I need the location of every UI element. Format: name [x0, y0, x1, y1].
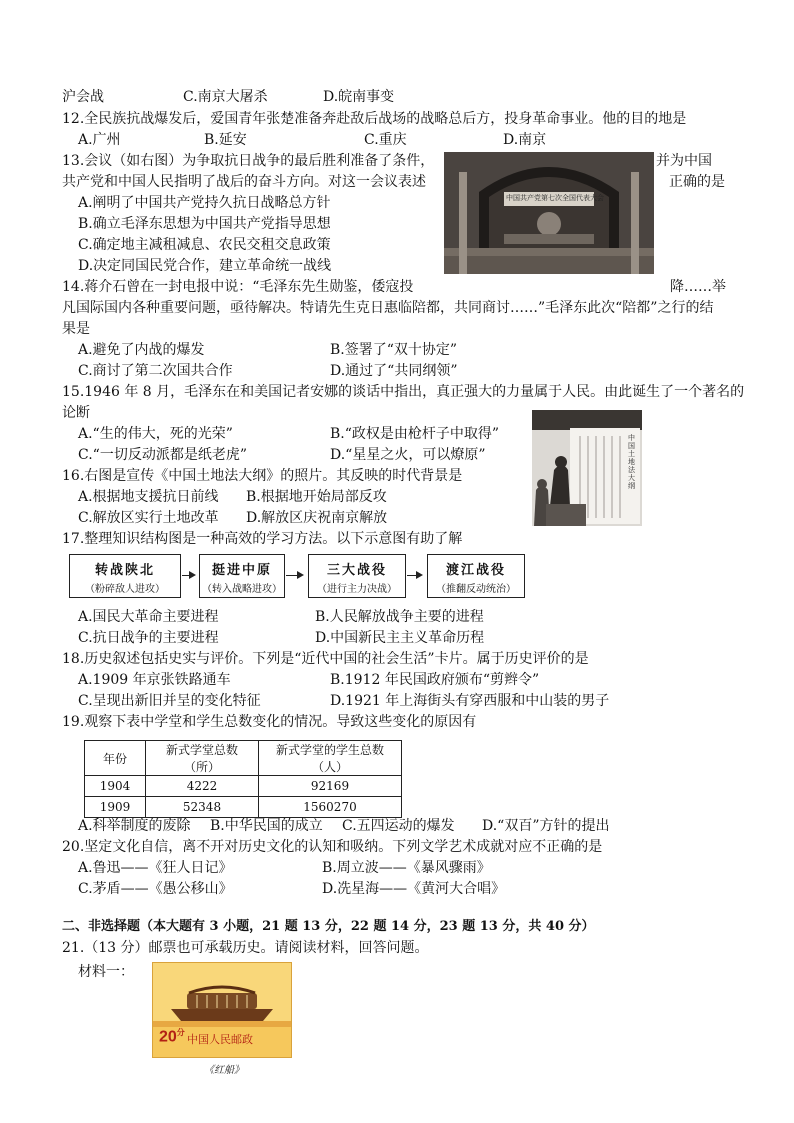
q15-option-b: B.“政权是由枪杆子中取得” [330, 426, 500, 442]
table-header-schools: 新式学堂总数（所） [146, 741, 259, 776]
q21-material-label: 材料一： [78, 964, 134, 980]
q14-option-b: B.签署了“双十协定” [330, 342, 458, 358]
q17-option-a: A.国民大革命主要进程 [78, 609, 219, 625]
q13-stem-line2-end: 正确的是 [669, 174, 725, 190]
flow-arrow-3 [407, 575, 421, 576]
flow-step-4-sub: （推翻反动统治） [436, 584, 516, 595]
q13-option-b: B.确立毛泽东思想为中国共产党指导思想 [78, 216, 331, 232]
q21-stem: 21.（13 分）邮票也可承载历史。请阅读材料，回答问题。 [62, 940, 429, 956]
flow-step-2-title: 挺进中原 [211, 563, 272, 578]
q14-stem-line2: 凡国际国内各种重要问题，亟待解决。特请先生克日惠临陪都，共同商讨……”毛泽东此次“陪都”之行的结 [62, 300, 714, 316]
stamp-caption: 《红船》 [204, 1065, 244, 1076]
q15-stem-line1: 15.1946 年 8 月，毛泽东在和美国记者安娜的谈话中指出，真正强大的力量属于人民。由此诞生了一个著名的 [62, 384, 745, 400]
q18-option-a: A.1909 年京张铁路通车 [78, 672, 231, 688]
table-header-row [85, 741, 402, 776]
q14-stem-line1: 14.蒋介石曾在一封电报中说：“毛泽东先生勋鉴，倭寇投 [62, 279, 414, 295]
q18-option-c: C.呈现出新旧并呈的变化特征 [78, 693, 261, 709]
table-cell: 1904 [85, 776, 146, 797]
flow-step-2 [199, 554, 285, 598]
meeting-hall-illustration [444, 152, 654, 274]
q12-option-d: D.南京 [503, 132, 547, 148]
red-boat-stamp [152, 962, 292, 1058]
q11-option-c: C.南京大屠杀 [183, 89, 268, 105]
q19-option-c: C.五四运动的爆发 [342, 818, 455, 834]
stamp-value-number: 20 [159, 1028, 177, 1046]
q13-stem-line2: 共产党和中国人民指明了战后的奋斗方向。对这一会议表述 [62, 174, 426, 190]
q17-stem: 17.整理知识结构图是一种高效的学习方法。以下示意图有助了解 [62, 531, 463, 547]
q16-land-law-photo [532, 410, 642, 526]
q11-option-d: D.皖南事变 [323, 89, 395, 105]
q13-option-c: C.确定地主减租减息、农民交租交息政策 [78, 237, 331, 253]
q17-option-d: D.中国新民主主义革命历程 [315, 630, 485, 646]
q16-option-d: D.解放区庆祝南京解放 [246, 510, 388, 526]
q20-option-b: B.周立波——《暴风骤雨》 [322, 860, 491, 876]
q14-option-c: C.商讨了第二次国共合作 [78, 363, 233, 379]
q20-option-d: D.冼星海——《黄河大合唱》 [322, 881, 506, 897]
q14-option-d: D.通过了“共同纲领” [330, 363, 458, 379]
q15-option-d: D.“星星之火，可以燎原” [330, 447, 486, 463]
q18-option-d: D.1921 年上海街头有穿西服和中山装的男子 [330, 693, 610, 709]
q12-option-b: B.延安 [204, 132, 247, 148]
flow-step-4 [427, 554, 525, 598]
q15-option-a: A.“生的伟大，死的光荣” [78, 426, 233, 442]
stamp-issuer: 中国人民邮政 [187, 1033, 253, 1046]
stamp-value [159, 1027, 185, 1046]
q18-option-b: B.1912 年民国政府颁布“剪辫令” [330, 672, 540, 688]
flow-step-3 [308, 554, 406, 598]
table-cell: 4222 [146, 776, 259, 797]
q18-stem: 18.历史叙述包括史实与评价。下列是“近代中国的社会生活”卡片。属于历史评价的是 [62, 651, 589, 667]
q20-option-a: A.鲁迅——《狂人日记》 [78, 860, 233, 876]
q17-option-c: C.抗日战争的主要进程 [78, 630, 219, 646]
q19-option-a: A.科举制度的废除 [78, 818, 191, 834]
q12-stem: 12.全民族抗战爆发后，爱国青年张楚准备奔赴敌后战场的战略总后方，投身革命事业。他的目的地是 [62, 111, 687, 127]
q19-option-b: B.中华民国的成立 [210, 818, 323, 834]
flow-step-3-sub: （进行主力决战） [317, 584, 397, 595]
q14-option-a: A.避免了内战的爆发 [78, 342, 205, 358]
table-header-students: 新式学堂的学生总数（人） [259, 741, 402, 776]
q13-option-d: D.决定同国民党合作，建立革命统一战线 [78, 258, 332, 274]
q14-stem-line3: 果是 [62, 321, 90, 337]
q11-option-b-tail: 沪会战 [62, 89, 104, 105]
school-stats-table [84, 740, 402, 818]
flow-step-1-sub: （粉碎敌人进攻） [85, 584, 165, 595]
table-cell: 92169 [259, 776, 402, 797]
q20-stem: 20.坚定文化自信，离不开对历史文化的认知和吸纳。下列文学艺术成就对应不正确的是 [62, 839, 603, 855]
table-row [85, 797, 402, 818]
stamp-value-unit: 分 [176, 1028, 185, 1037]
flow-step-4-title: 渡江战役 [445, 563, 506, 578]
q19-stem: 19.观察下表中学堂和学生总数变化的情况。导致这些变化的原因有 [62, 714, 477, 730]
table-cell: 1909 [85, 797, 146, 818]
q16-stem: 16.右图是宣传《中国土地法大纲》的照片。其反映的时代背景是 [62, 468, 463, 484]
flow-step-1-title: 转战陕北 [94, 563, 155, 578]
flow-step-3-title: 三大战役 [326, 563, 387, 578]
flow-arrow-2 [286, 575, 302, 576]
meeting-banner-text: 中国共产党第七次全国代表大会 [506, 194, 604, 202]
q16-option-c: C.解放区实行土地改革 [78, 510, 219, 526]
table-row [85, 776, 402, 797]
q16-option-a: A.根据地支援抗日前线 [78, 489, 219, 505]
q14-stem-line1-end: 降……举 [670, 279, 726, 295]
q13-meeting-photo [444, 152, 654, 274]
section2-heading: 二、非选择题（本大题有 3 小题，21 题 13 分，22 题 14 分，23 题 13 分，共 40 分） [62, 919, 595, 934]
q12-option-c: C.重庆 [364, 132, 407, 148]
flow-step-1 [69, 554, 181, 598]
q15-stem-line2: 论断 [62, 405, 90, 421]
q13-option-a: A.阐明了中国共产党持久抗日战略总方针 [78, 195, 331, 211]
q16-option-b: B.根据地开始局部反攻 [246, 489, 387, 505]
q19-option-d: D.“双百”方针的提出 [482, 818, 610, 834]
q20-option-c: C.茅盾——《愚公移山》 [78, 881, 233, 897]
table-cell: 1560270 [259, 797, 402, 818]
land-law-poster-title: 中国土地法大纲 [628, 434, 635, 490]
flow-arrow-1 [182, 575, 194, 576]
q15-option-c: C.“一切反动派都是纸老虎” [78, 447, 247, 463]
table-header-year: 年份 [85, 741, 146, 776]
table-cell: 52348 [146, 797, 259, 818]
land-law-poster-illustration [532, 410, 642, 526]
q13-stem-line1-end: 并为中国 [656, 153, 712, 169]
flow-step-2-sub: （转入战略进攻） [202, 584, 282, 595]
q17-option-b: B.人民解放战争主要的进程 [315, 609, 484, 625]
q12-option-a: A.广州 [78, 132, 121, 148]
q13-stem-line1: 13.会议（如右图）为争取抗日战争的最后胜利准备了条件， [62, 153, 435, 169]
